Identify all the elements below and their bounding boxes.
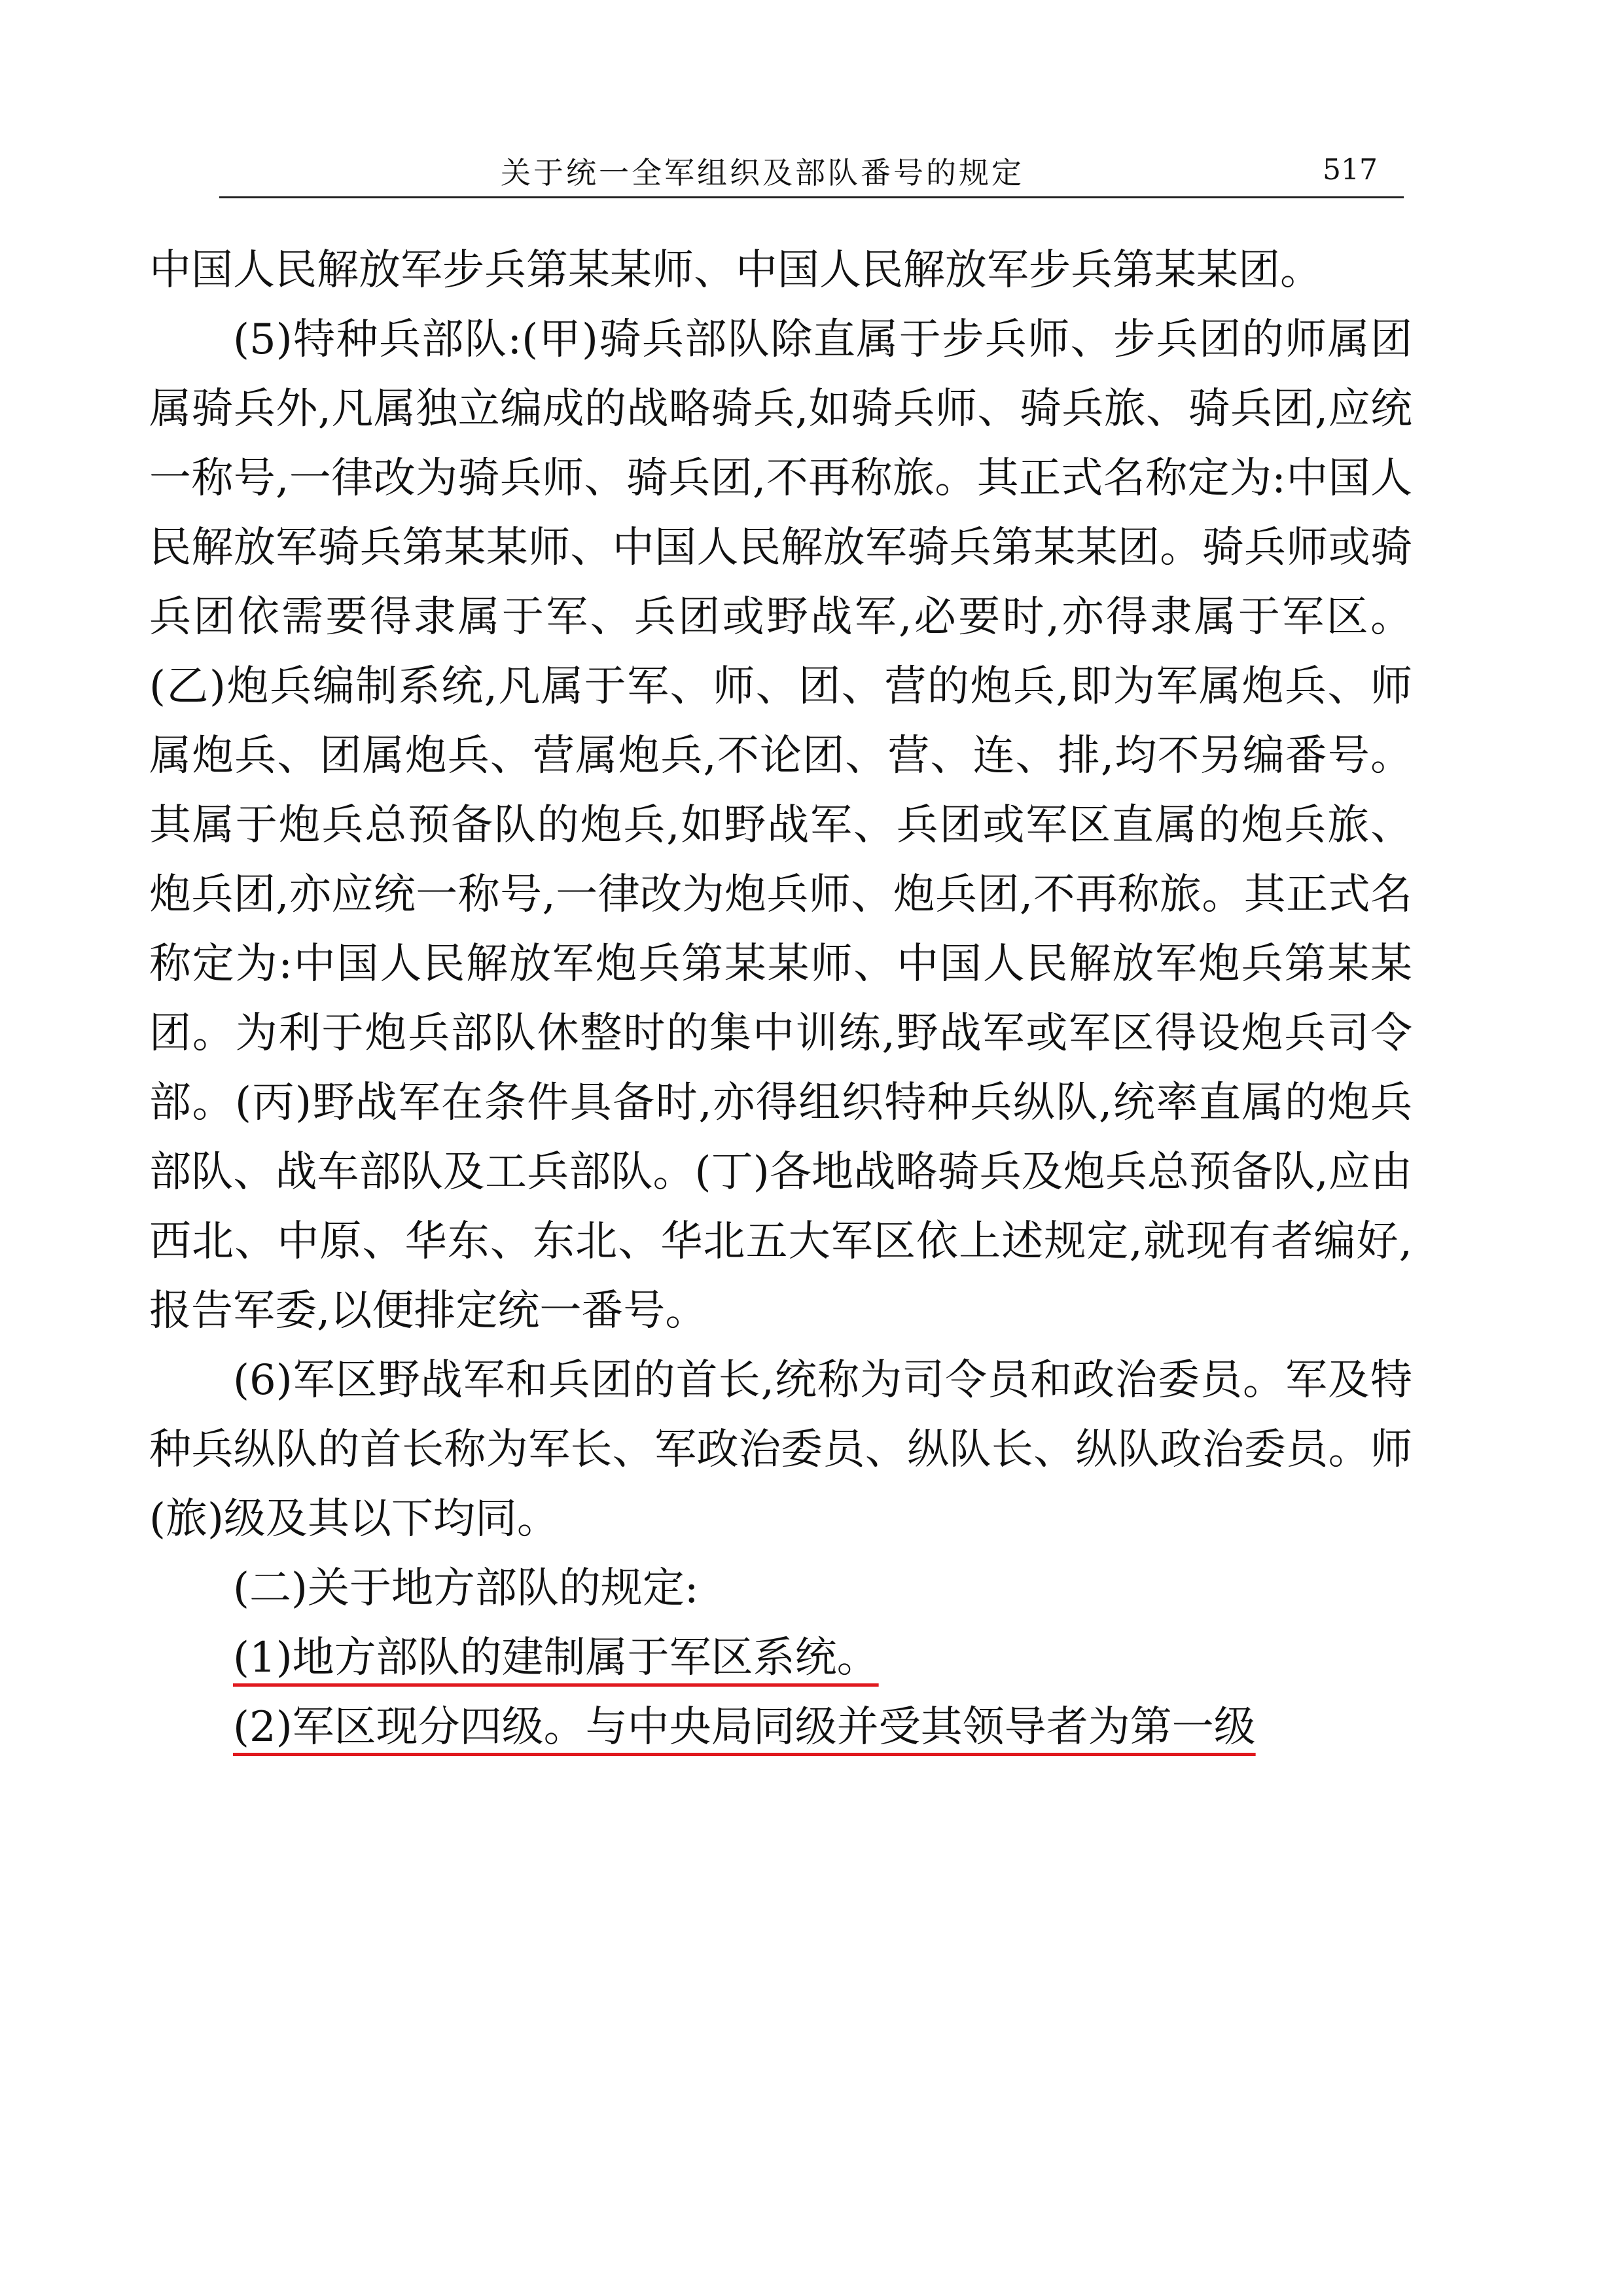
header-rule (219, 196, 1404, 198)
paragraph-continuation: 中国人民解放军步兵第某某师、中国人民解放军步兵第某某团。 (149, 246, 1322, 295)
paragraph-local-troops-1 (149, 1623, 1412, 1693)
paragraph-special-troops: (5)特种兵部队:(甲)骑兵部队除直属于步兵师、步兵团的师属团属骑兵外,凡属独立编成的战略骑兵,如骑兵师、骑兵旅、骑兵团,应统一称号,一律改为骑兵师、骑兵团,不再称旅。其正式名称定为:中国人民解放军骑兵第某某师、中国人民解放军骑兵第某某团。骑兵师或骑兵团依需要得隶属于军、兵团或野战军,必要时,亦得隶属于军区。(乙)炮兵编制系统,凡属于军、师、团、营的炮兵,即为军属炮兵、师属炮兵、团属炮兵、营属炮兵,不论团、营、连、排,均不另编番号。其属于炮兵总预备队的炮兵,如野战军、兵团或军区直属的炮兵旅、炮兵团,亦应统一称号,一律改为炮兵师、炮兵团,不再称旅。其正式名称定为:中国人民解放军炮兵第某某师、中国人民解放军炮兵第某某团。为利于炮兵部队休整时的集中训练,野战军或军区得设炮兵司令部。(丙)野战军在条件具备时,亦得组织特种兵纵队,统率直属的炮兵部队、战车部队及工兵部队。(丁)各地战略骑兵及炮兵总预备队,应由西北、中原、华东、东北、华北五大军区依上述规定,就现有者编好,报告军委,以便排定统一番号。 (149, 315, 1412, 1335)
paragraph-commanders: (6)军区野战军和兵团的首长,统称为司令员和政治委员。军及特种兵纵队的首长称为军长、军政治委员、纵队长、纵队政治委员。师(旅)级及其以下均同。 (149, 1356, 1412, 1543)
running-head-title: 关于统一全军组织及部队番号的规定 (501, 155, 1024, 190)
page-number: 517 (1323, 153, 1378, 187)
section-heading-local-troops: (二)关于地方部队的规定: (233, 1564, 699, 1613)
paragraph-local-troops-2 (149, 1693, 1412, 1762)
highlighted-text: (1)地方部队的建制属于军区系统。 (233, 1634, 879, 1682)
running-head (219, 149, 1404, 202)
body-text (149, 236, 1412, 1762)
highlighted-text: (2)军区现分四级。与中央局同级并受其领导者为第一级 (233, 1703, 1256, 1751)
